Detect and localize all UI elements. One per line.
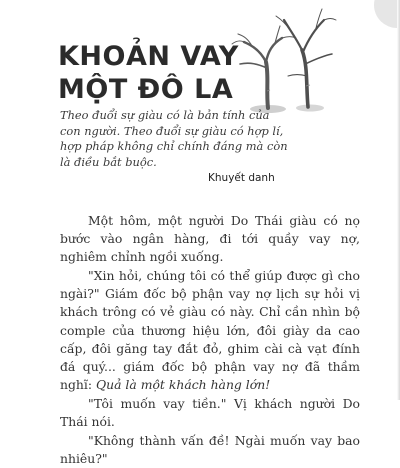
chapter-title-line-2: MỘT ĐÔ LA xyxy=(58,74,234,105)
chapter-title xyxy=(58,40,239,106)
paragraph-2 xyxy=(60,267,360,394)
paragraph-2-text: "Xin hỏi, chúng tôi có thể giúp được gì cho ngài?" Giám đốc bộ phận vay nợ lịch sự hỏi vị khách trông có vẻ giàu có này. Chỉ cần nhìn bộ comple của thương hiệu lớn, đôi giày da cao cấp, đôi găng tay đắt đỏ, ghim cài cà vạt đính đá quý... giám đốc bộ phận vay nợ đã thầm nghĩ: xyxy=(60,268,360,392)
story-body xyxy=(60,212,360,468)
trees-illustration xyxy=(228,6,338,116)
paragraph-4: "Không thành vấn đề! Ngài muốn vay bao nhiêu?" xyxy=(60,433,360,467)
chapter-title-line-1: KHOẢN VAY xyxy=(58,41,239,72)
paragraph-2-italic: Quả là một khách hàng lớn! xyxy=(95,376,271,392)
epigraph-quote: Theo đuổi sự giàu có là bản tính của con người. Theo đuổi sự giàu có hợp lí, hợp pháp không chỉ chính đáng mà còn là điều bắt buộc. xyxy=(60,108,288,169)
epigraph-author: Khuyết danh xyxy=(208,172,275,184)
paragraph-3: "Tôi muốn vay tiền." Vị khách người Do Thái nói. xyxy=(60,395,360,430)
paragraph-1: Một hôm, một người Do Thái giàu có nọ bước vào ngân hàng, đi tới quầy vay nợ, nghiêm chỉnh ngồi xuống. xyxy=(60,213,360,265)
